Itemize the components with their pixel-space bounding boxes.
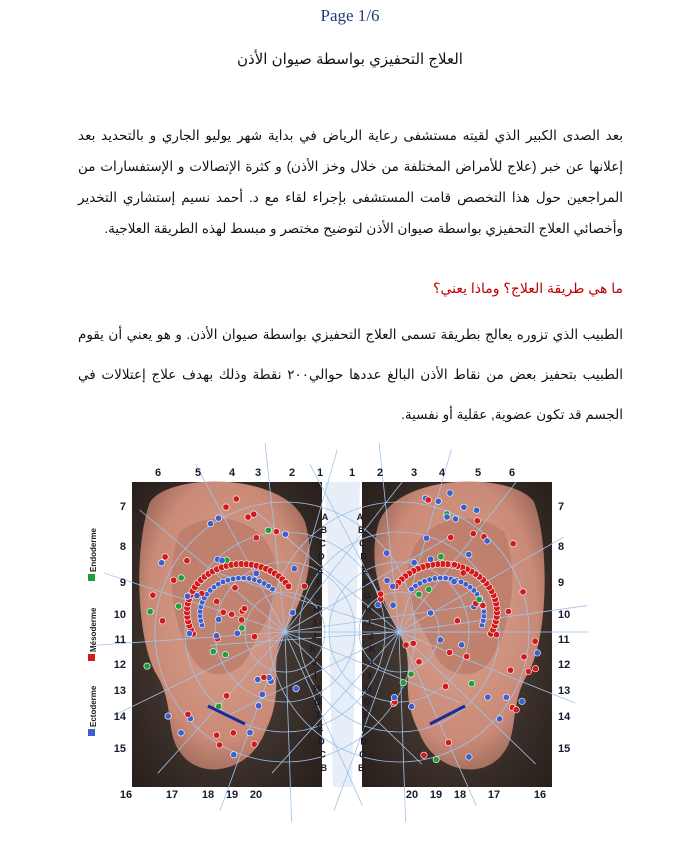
left-letter-label: D: [318, 736, 325, 747]
left-letter-label: J: [311, 630, 317, 641]
zone-number-right: 9: [558, 577, 565, 589]
zone-number-bottom: 16: [533, 789, 547, 801]
left-letter-label: H: [313, 683, 320, 694]
zone-number-bottom: 18: [453, 789, 467, 801]
legend-swatch: [88, 654, 95, 661]
left-letter-label: G: [314, 591, 322, 602]
legend-swatch: [88, 574, 95, 581]
zone-number-right: 12: [558, 659, 571, 671]
ear-map-svg: [80, 462, 571, 802]
legend-swatch: [88, 729, 95, 736]
right-letter-label: H: [365, 683, 372, 694]
germ-layer-legend: [88, 527, 98, 736]
zone-number-bottom: 17: [165, 789, 179, 801]
zone-number-top: 2: [376, 467, 384, 479]
zone-number-top: 3: [254, 467, 262, 479]
zone-number-top: 5: [474, 467, 482, 479]
right-letter-label: G: [363, 591, 371, 602]
right-letter-label: I: [368, 617, 371, 628]
zone-number-bottom: 18: [201, 789, 215, 801]
intro-paragraph: بعد الصدى الكبير الذي لقيته مستشفى رعاية الرياض في بداية شهر يوليو الجاري و بالتحديد بعد إعلانها عن خبر (علاج للأمراض المختلفة من خلال وخز الأذن) و كثرة الإتصالات و الإستفسارات من المراجعين حول هذا التخصص قامت المستشفى بإجراء لقاء مع د. أحمد نسيم إستشاري التخدير وأخصائي العلاج التحفيزي بواسطة صيوان الأذن لتوضيح مختصر و مبسط لهذه الطريقة العلاجية.: [78, 128, 623, 236]
zone-number-top: 6: [154, 467, 162, 479]
zone-number-bottom: 19: [429, 789, 443, 801]
right-letter-label: F: [363, 578, 369, 588]
zone-number-top: 3: [410, 467, 418, 479]
zone-number-left: 10: [113, 609, 126, 621]
right-letter-label: I: [368, 670, 371, 681]
left-letter-label: C: [319, 749, 326, 760]
left-letter-label: F: [316, 710, 322, 720]
left-letter-label: I: [314, 670, 317, 681]
right-letter-label: C: [359, 749, 366, 760]
zone-number-bottom: 17: [487, 789, 501, 801]
left-letter-label: E: [317, 723, 324, 734]
zone-number-top: 4: [438, 467, 446, 479]
right-letter-label: G: [363, 696, 371, 707]
right-letter-label: F: [363, 710, 369, 720]
right-letter-label: B: [357, 525, 365, 536]
zone-number-top: 5: [194, 467, 202, 479]
right-letter-label: J: [368, 630, 374, 641]
left-letter-label: D: [318, 551, 325, 562]
zone-number-right: 11: [558, 634, 570, 646]
left-letter-label: J: [311, 657, 317, 668]
right-letter-label: E: [361, 723, 368, 734]
right-letter-label: D: [360, 736, 367, 747]
zone-number-bottom: 16: [119, 789, 133, 801]
zone-number-left: 12: [113, 659, 126, 671]
document-title: العلاج التحفيزي بواسطة صيوان الأذن: [237, 51, 463, 68]
zone-number-top: 2: [288, 467, 296, 479]
zone-number-left: 15: [113, 743, 126, 755]
page-number: Page 1/6: [320, 6, 380, 25]
answer-paragraph: الطبيب الذي تزوره يعالج بطريقة تسمى العلاج التحفيزي بواسطة صيوان الأذن. و هو يعني أن يقوم الطبيب بتحفيز بعض من نقاط الأذن البالغ عددها حوالي٢٠٠ نقطة وذلك بهدف علاج إعتلالات في الجسم قد تكون عضوية, عقلية أو نفسية.: [78, 327, 624, 422]
right-letter-label: D: [360, 551, 367, 562]
left-letter-label: F: [316, 578, 322, 588]
zone-number-bottom: 19: [225, 789, 239, 801]
zone-number-top: 6: [508, 467, 516, 479]
zone-number-right: 10: [558, 609, 571, 621]
zone-number-right: 7: [558, 501, 565, 513]
zone-number-bottom: 20: [249, 789, 263, 801]
legend-label: Endoderme: [89, 527, 98, 572]
legend-label: Mésoderme: [89, 607, 98, 652]
left-letter-label: C: [319, 538, 326, 549]
ear-acupuncture-figure: [80, 462, 571, 802]
right-letter-label: H: [365, 604, 372, 615]
right-letter-label: E: [361, 564, 368, 575]
right-letter-label: K: [368, 644, 376, 654]
section-question-heading: ما هي طريقة العلاج؟ وماذا يعني؟: [433, 280, 623, 296]
zone-number-top: 1: [316, 467, 324, 479]
left-letter-label: H: [313, 604, 320, 615]
zone-number-right: 8: [558, 541, 565, 553]
zone-number-bottom: 20: [405, 789, 419, 801]
right-letter-label: C: [359, 538, 366, 549]
left-letter-label: K: [309, 644, 317, 654]
zone-number-left: 9: [119, 577, 126, 589]
left-letter-label: I: [314, 617, 317, 628]
zone-number-left: 13: [113, 685, 126, 697]
zone-number-right: 14: [558, 711, 571, 723]
zone-number-right: 13: [558, 685, 571, 697]
right-letter-label: A: [356, 512, 364, 522]
zone-number-left: 7: [119, 501, 126, 513]
right-letter-label: B: [357, 762, 365, 773]
zone-number-left: 11: [114, 634, 126, 646]
zone-number-left: 8: [119, 541, 126, 553]
right-letter-label: J: [368, 657, 374, 668]
left-letter-label: A: [321, 512, 329, 522]
left-letter-label: B: [320, 525, 328, 536]
left-letter-label: G: [314, 696, 322, 707]
legend-label: Ectoderme: [89, 685, 98, 727]
left-letter-label: E: [317, 564, 324, 575]
zone-number-right: 15: [558, 743, 571, 755]
zone-number-left: 14: [113, 711, 126, 723]
zone-number-top: 1: [348, 467, 356, 479]
zone-number-top: 4: [228, 467, 236, 479]
left-letter-label: B: [320, 762, 328, 773]
